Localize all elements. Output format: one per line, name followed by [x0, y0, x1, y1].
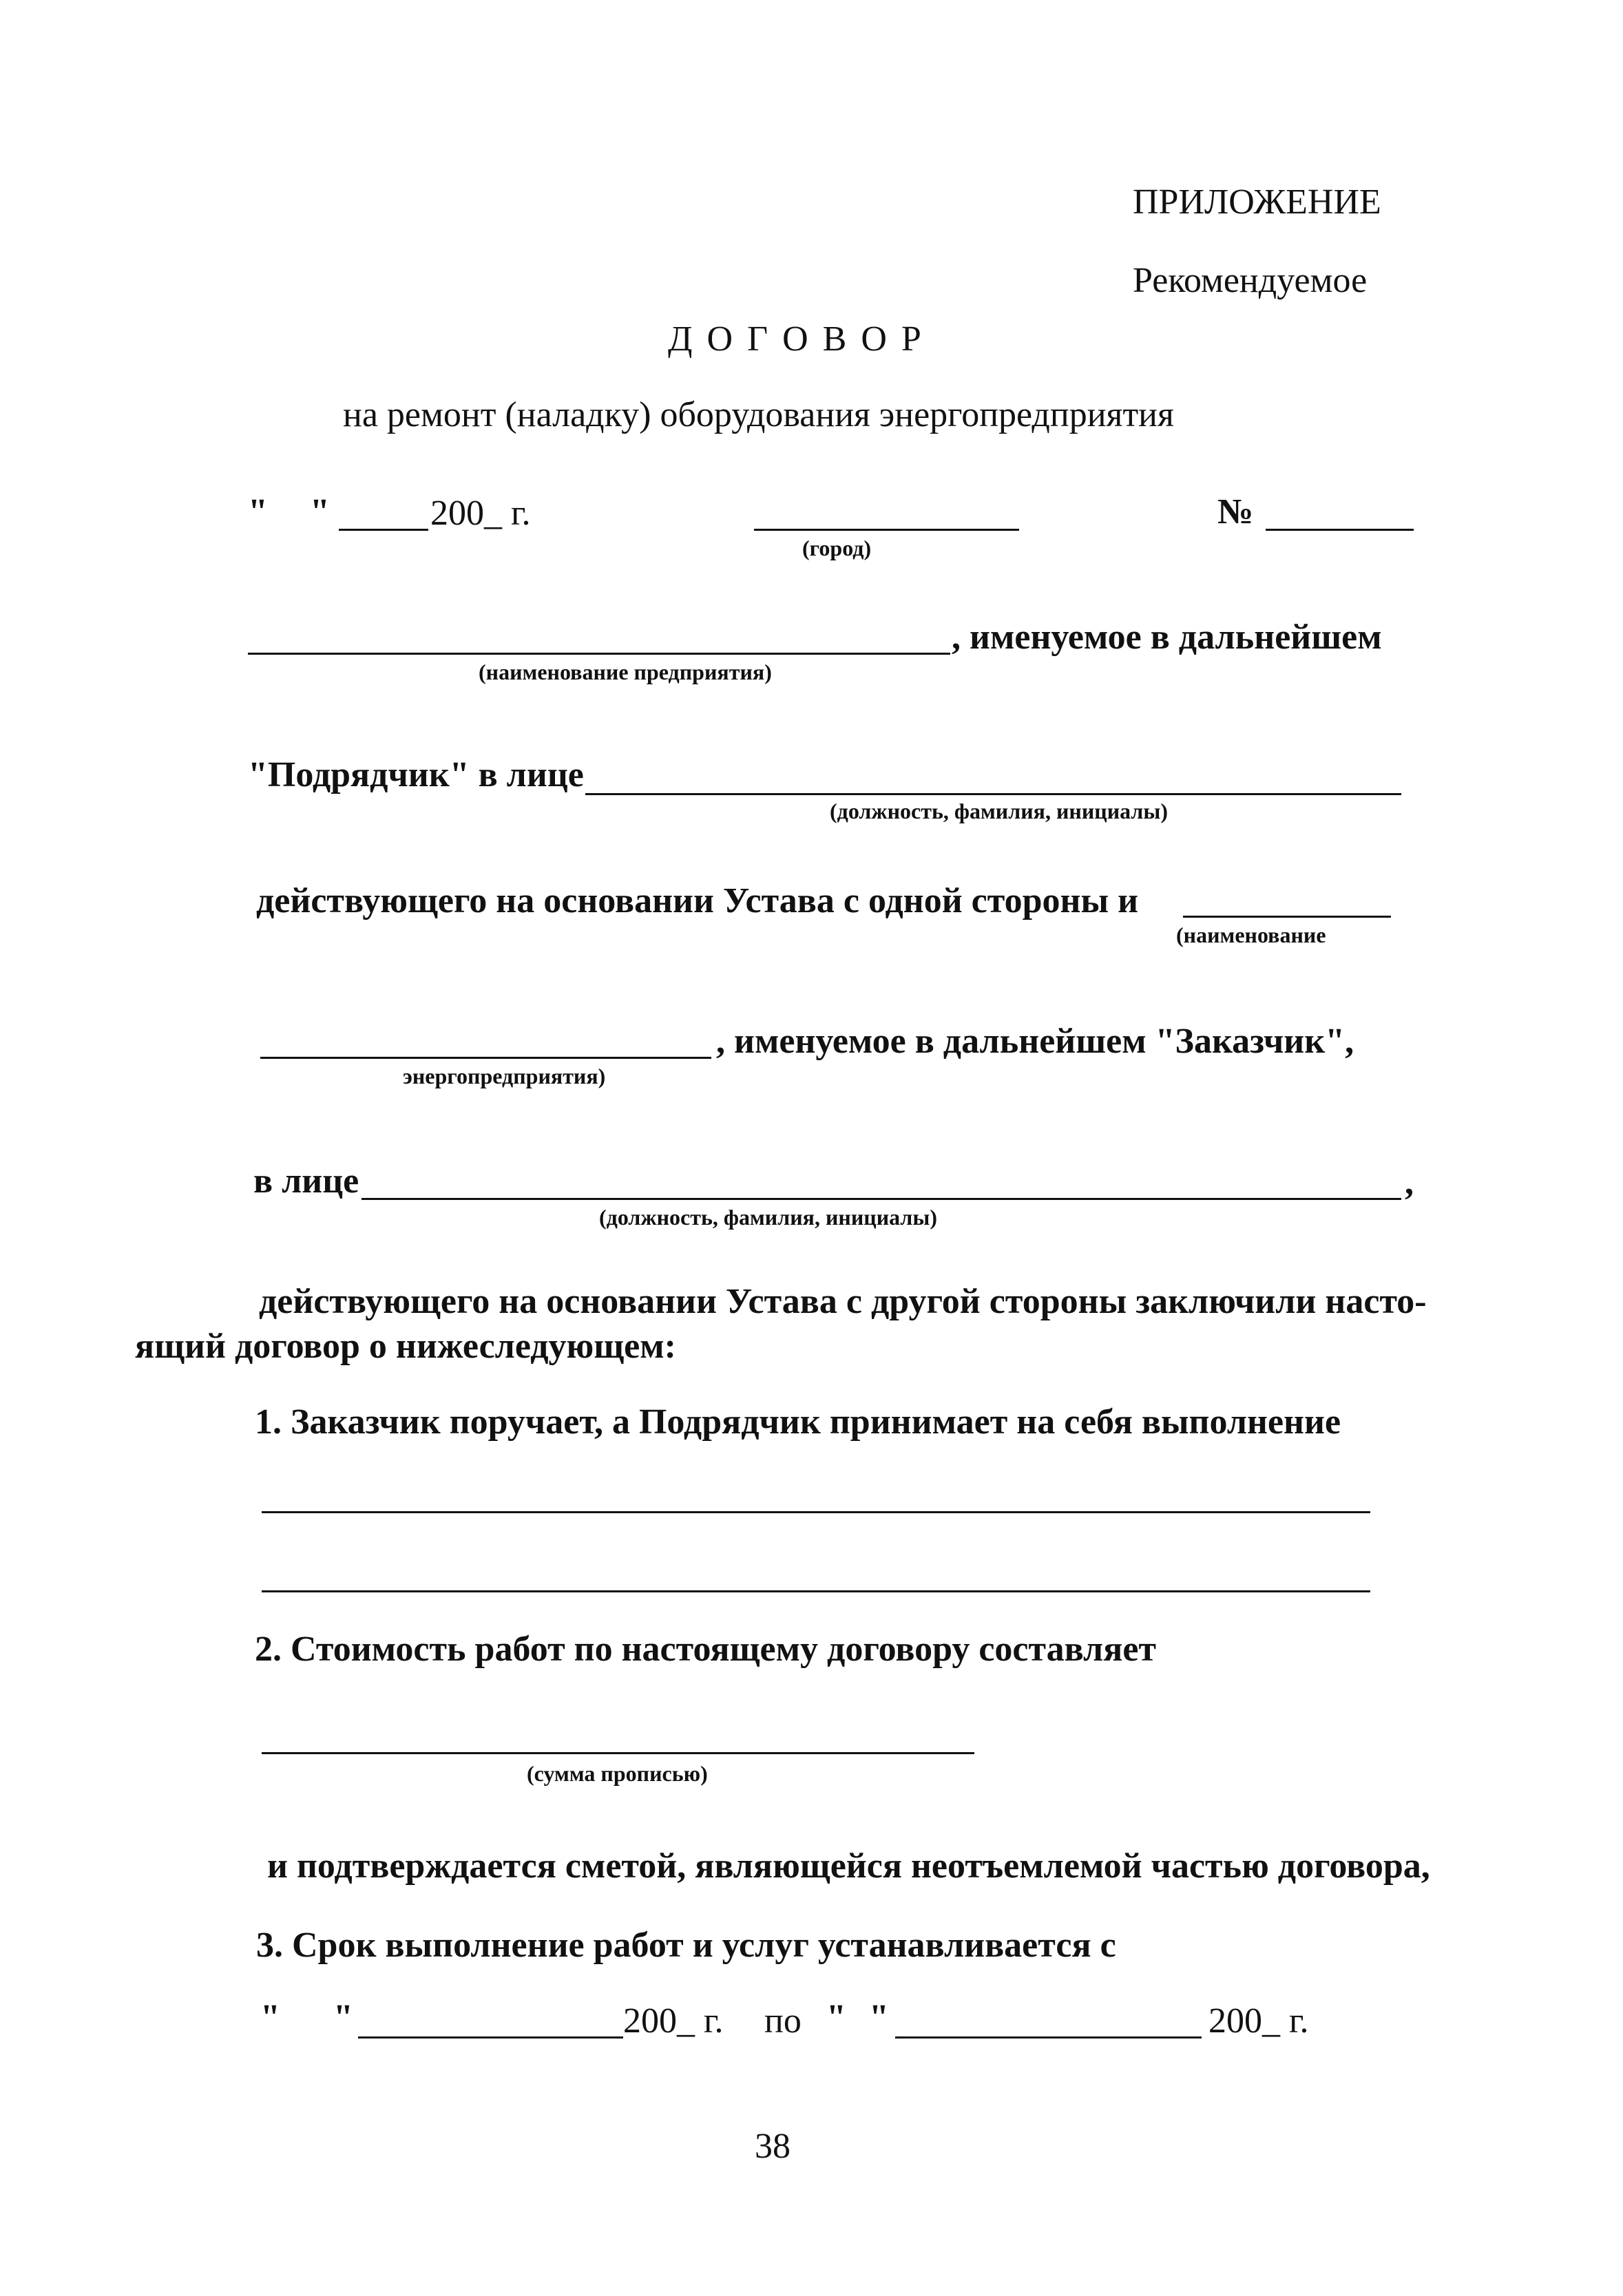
customer-person-blank [362, 1198, 1401, 1200]
date-month-blank [339, 529, 428, 531]
clause2-sum-caption: (сумма прописью) [527, 1761, 708, 1786]
enterprise-name-caption: (наименование предприятия) [479, 660, 772, 684]
clause3-to-quote-open: " [826, 1998, 846, 2037]
clause3-from-quote-open: " [260, 1998, 280, 2037]
date-quote-open: " [248, 492, 268, 531]
appendix-label: ПРИЛОЖЕНИЕ [1133, 182, 1381, 222]
basis1-text: действующего на основании Устава с одной стороны и [256, 881, 1139, 920]
customer-name-caption-part2: энергопредприятия) [403, 1064, 606, 1088]
city-blank [754, 529, 1019, 531]
clause3-by-word: по [764, 2001, 802, 2041]
basis2-line2: ящий договор о нижеследующем: [135, 1327, 676, 1366]
clause1-work-blank-2 [262, 1590, 1370, 1592]
page-number: 38 [755, 2127, 790, 2166]
clause3-to-quote-close: " [869, 1998, 889, 2037]
clause1-work-blank-1 [262, 1511, 1370, 1513]
party1-suffix: , именуемое в дальнейшем [952, 618, 1382, 657]
customer-person-comma: , [1405, 1163, 1414, 1202]
customer-name-blank-part1 [1183, 916, 1391, 918]
date-quote-close: " [310, 492, 330, 531]
contract-subtitle: на ремонт (наладку) оборудования энергопредприятия [343, 395, 1174, 434]
party2-suffix: , именуемое в дальнейшем "Заказчик", [716, 1022, 1354, 1061]
customer-name-blank-part2 [260, 1057, 711, 1059]
enterprise-name-blank [248, 653, 950, 655]
number-sign: № [1217, 492, 1254, 531]
number-blank [1266, 529, 1414, 531]
clause3-from-year: 200_ г. [623, 2001, 724, 2041]
clause3-from-quote-close: " [333, 1998, 353, 2037]
customer-person-caption: (должность, фамилия, инициалы) [599, 1205, 937, 1230]
contract-title: Д О Г О В О Р [668, 319, 924, 359]
recommended-label: Рекомендуемое [1133, 261, 1368, 300]
clause3-to-year: 200_ г. [1208, 2001, 1309, 2041]
clause3-text: 3. Срок выполнение работ и услуг устанавливается с [256, 1926, 1116, 1965]
clause2-text: 2. Стоимость работ по настоящему договору составляет [255, 1630, 1156, 1669]
customer-name-caption-part1: (наименование [1176, 923, 1326, 947]
clause2-sum-blank [262, 1752, 974, 1754]
clause3-to-date-blank [895, 2036, 1202, 2039]
date-year: 200_ г. [430, 494, 531, 533]
contractor-prefix: "Подрядчик" в лице [248, 755, 584, 794]
contractor-person-caption: (должность, фамилия, инициалы) [830, 799, 1168, 823]
clause2-confirm-text: и подтверждается сметой, являющейся неотъемлемой частью договора, [267, 1846, 1430, 1886]
basis2-line1: действующего на основании Устава с другой стороны заключили насто- [259, 1282, 1427, 1321]
contractor-person-blank [585, 793, 1401, 795]
city-caption: (город) [802, 536, 872, 560]
customer-person-prefix: в лице [253, 1161, 359, 1201]
clause3-from-date-blank [358, 2036, 623, 2039]
clause1-text: 1. Заказчик поручает, а Подрядчик принимает на себя выполнение [255, 1402, 1341, 1442]
